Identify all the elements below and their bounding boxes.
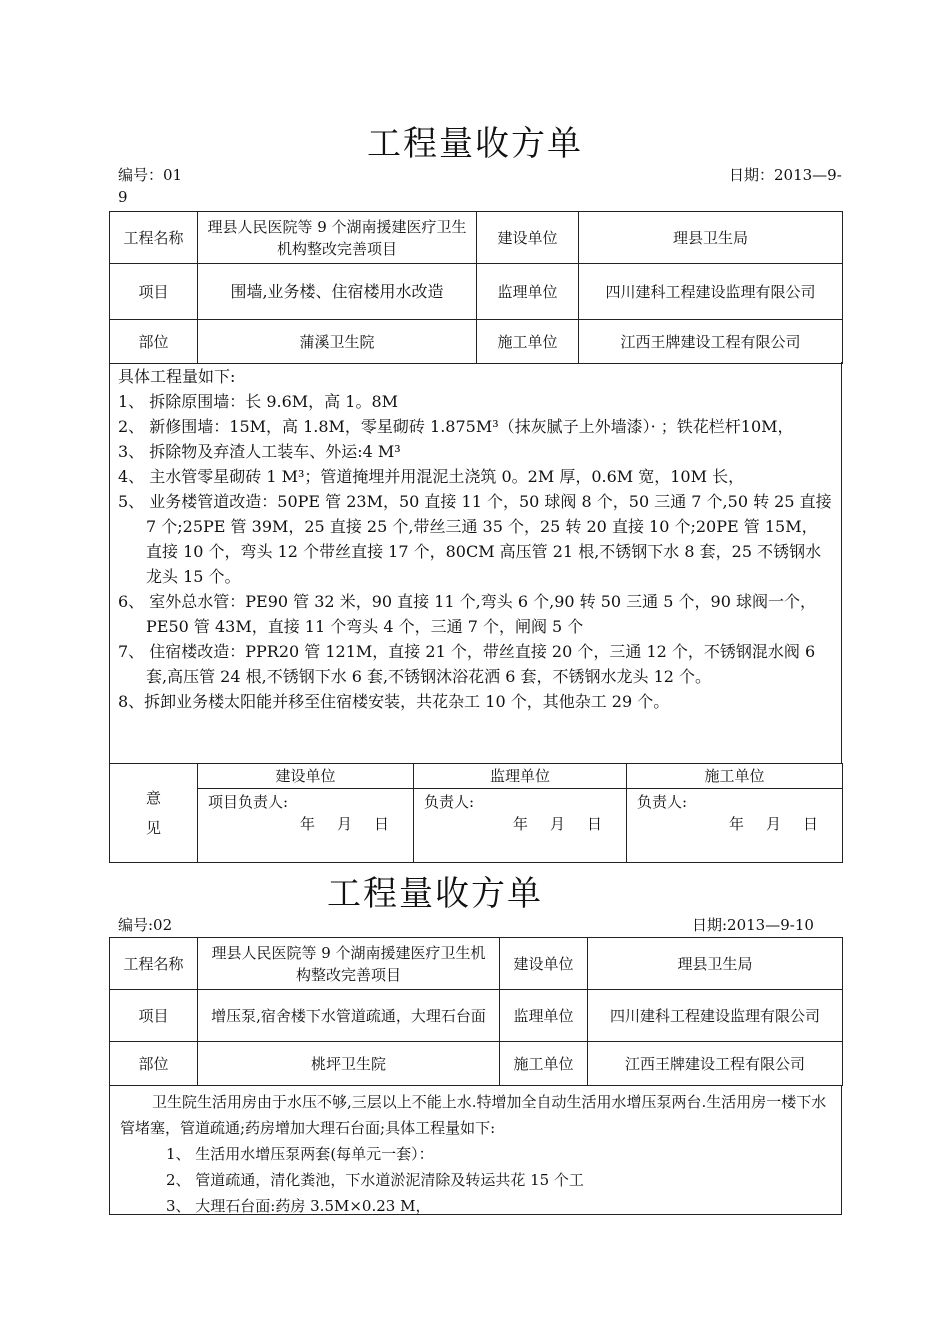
form2-item-2: 2、 管道疏通，清化粪池，下水道淤泥清除及转运共花 15 个工: [166, 1171, 584, 1189]
form1-item-label: 项目: [110, 264, 198, 320]
form2-supervise-value: 四川建科工程建设监理有限公司: [588, 990, 843, 1042]
form2-construct-label: 施工单位: [500, 1042, 588, 1086]
form1-intro: 具体工程量如下:: [118, 367, 236, 386]
form1-build-unit-label: 建设单位: [477, 212, 579, 264]
form2-date: 日期:2013—9-10: [692, 916, 814, 934]
form1-number-wrap: 9: [118, 188, 128, 206]
form1-build-sign: [198, 789, 414, 863]
form1-item-6: 6、 室外总水管：PE90 管 32 米，90 直接 11 个,弯头 6 个,90 转 50 三通 5 个，90 球阀一个，PE50 管 43M，直接 11 个弯头 4 个，三通 7 个，闸阀 5 个: [118, 592, 816, 636]
form1-supervise-sign: [414, 789, 627, 863]
form2-build-unit-label: 建设单位: [500, 938, 588, 990]
form1-date: 日期：2013—9-: [729, 166, 842, 184]
form1-col-construct: 施工单位: [627, 764, 843, 789]
form2-number: 编号:02: [118, 916, 173, 934]
form2-item-value: 增压泵,宿舍楼下水管道疏通，大理石台面: [198, 990, 500, 1042]
form1-supervise-value: 四川建科工程建设监理有限公司: [579, 264, 843, 320]
form2-item-label: 项目: [110, 990, 198, 1042]
form1-item-2: 2、 新修围墙：15M，高 1.8M，零星砌砖 1.875M³（抹灰腻子上外墙漆）· ；铁花栏杆10M，: [118, 417, 794, 436]
form1-build-person: 项目负责人:: [208, 793, 289, 811]
form1-item-7: 7、 住宿楼改造：PPR20 管 121M，直接 21 个，带丝直接 20 个，三通 12 个，不锈钢混水阀 6 套,高压管 24 根,不锈钢下水 6 套,不锈钢沐浴花洒 6 套，不锈钢水龙头 12 个。: [118, 642, 816, 686]
form1-quantity-body: [109, 362, 842, 764]
form1-title: 工程量收方单: [367, 124, 583, 164]
form1-sign-table: [109, 763, 843, 863]
form1-build-date: 年 月 日: [299, 815, 389, 833]
form2-build-unit-value: 理县卫生局: [588, 938, 843, 990]
form1-supervise-person: 负责人:: [424, 793, 475, 811]
form1-opinion-cell: [110, 764, 198, 863]
form2-intro: 卫生院生活用房由于水压不够,三层以上不能上水.特增加全自动生活用水增压泵两台.生活用房一楼下水管堵塞，管道疏通;药房增加大理石台面;具体工程量如下:: [120, 1093, 827, 1137]
form2-part-label: 部位: [110, 1042, 198, 1086]
form1-part-value: 蒲溪卫生院: [198, 320, 477, 364]
form2-quantity-body: [109, 1085, 842, 1215]
form1-item-3: 3、 拆除物及弃渣人工装车、外运:4 M³: [118, 442, 401, 461]
form1-construct-date: 年 月 日: [728, 815, 818, 833]
form2-project-name-label: 工程名称: [110, 938, 198, 990]
form2-supervise-label: 监理单位: [500, 990, 588, 1042]
form1-item-value: 围墙,业务楼、住宿楼用水改造: [198, 264, 477, 320]
form1-construct-label: 施工单位: [477, 320, 579, 364]
form1-project-name-value: 理县人民医院等 9 个湖南援建医疗卫生机构整改完善项目: [198, 212, 477, 264]
form1-item-8: 8、拆卸业务楼太阳能并移至住宿楼安装，共花杂工 10 个，其他杂工 29 个。: [118, 692, 670, 711]
form1-col-supervise: 监理单位: [414, 764, 627, 789]
form2-construct-value: 江西王牌建设工程有限公司: [588, 1042, 843, 1086]
form2-item-1: 1、 生活用水增压泵两套(每单元一套）：: [166, 1145, 434, 1163]
form2-info-table: [109, 937, 843, 1086]
form1-item-5: 5、 业务楼管道改造：50PE 管 23M，50 直接 11 个，50 球阀 8 个，50 三通 7 个,50 转 25 直接 7 个;25PE 管 39M，25 直接 25 个,带丝三通 35 个，25 转 20 直接 10 个;20PE 管 15M，直接 10 个，弯头 12 个带丝直接 17 个，80CM 高压管 21 根,不锈钢下水 8 套，25 不锈钢水龙头 15 个。: [118, 492, 832, 586]
form1-info-table: [109, 211, 843, 364]
form1-item-1: 1、 拆除原围墙：长 9.6M，高 1。8M: [118, 392, 399, 411]
form1-col-build: 建设单位: [198, 764, 414, 789]
form1-number: 编号：01: [118, 166, 183, 184]
form1-construct-sign: [627, 789, 843, 863]
form1-opinion-1: 意: [145, 789, 161, 807]
form2-item-3: 3、 大理石台面:药房 3.5M×0.23 M，: [166, 1197, 431, 1215]
form1-supervise-date: 年 月 日: [512, 815, 602, 833]
form2-title: 工程量收方单: [327, 874, 543, 914]
form1-project-name-label: 工程名称: [110, 212, 198, 264]
form1-construct-value: 江西王牌建设工程有限公司: [579, 320, 843, 364]
form1-construct-person: 负责人:: [637, 793, 688, 811]
form1-build-unit-value: 理县卫生局: [579, 212, 843, 264]
form2-part-value: 桃坪卫生院: [198, 1042, 500, 1086]
form1-part-label: 部位: [110, 320, 198, 364]
form1-supervise-label: 监理单位: [477, 264, 579, 320]
form2-project-name-value: 理县人民医院等 9 个湖南援建医疗卫生机构整改完善项目: [198, 938, 500, 990]
form1-opinion-2: 见: [145, 819, 161, 837]
form1-item-4: 4、 主水管零星砌砖 1 M³；管道掩埋并用混泥土浇筑 0。2M 厚，0.6M 宽，10M 长，: [118, 467, 745, 486]
